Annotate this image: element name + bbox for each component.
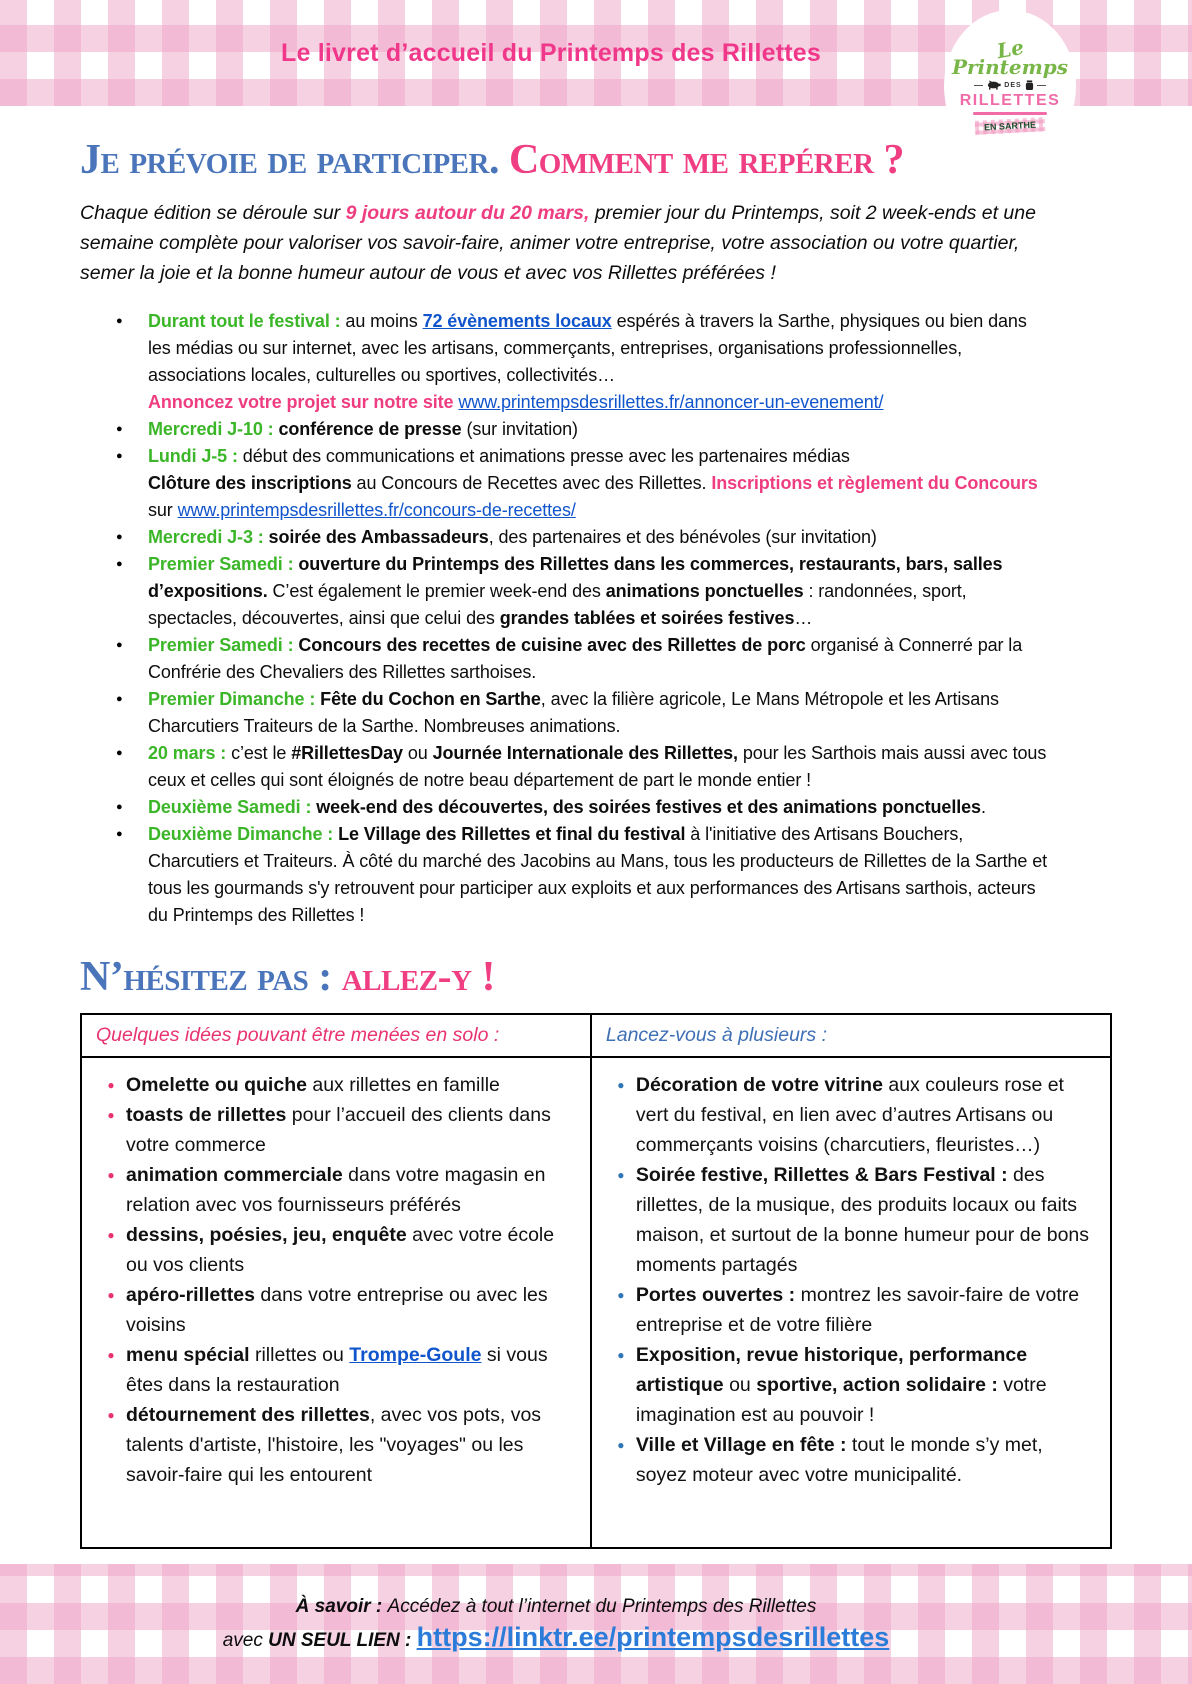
bullet-text (148, 821, 1050, 929)
pot-icon (1025, 80, 1034, 91)
text-segment: détournement des rillettes (126, 1404, 370, 1427)
bullet-item (116, 821, 1050, 929)
bullet-icon: ● (617, 1438, 625, 1453)
logo-text-rillettes: RILLETTES (959, 91, 1061, 109)
text-segment: aux couleurs rose et vert du festival, en lien avec d’autres Artisans ou commerçants voisins (charcutiers, fleuristes…) (635, 1074, 1064, 1157)
text-segment: Décoration de votre vitrine (635, 1074, 883, 1097)
text-segment: Concours des recettes de cuisine avec des Rillettes de porc (298, 635, 806, 656)
idea-item (606, 1070, 1096, 1160)
text-segment: espérés à travers la Sarthe, physiques ou bien dans les médias ou sur internet, avec les artisans, commerçants, entreprises, organisations professionnelles, associations locales, culturelles ou sportives, collectivités… (148, 311, 1027, 386)
text-segment: Chaque édition se déroule sur (80, 202, 346, 225)
bullet-text (148, 794, 1050, 821)
idea-text (636, 1430, 1096, 1490)
main-bullet-list (116, 308, 1050, 929)
bullet-icon: ● (107, 1288, 115, 1303)
idea-item (606, 1160, 1096, 1280)
text-segment: dans votre magasin en relation avec vos fournisseurs préférés (126, 1164, 546, 1217)
idea-text (126, 1160, 576, 1220)
text-segment: Soirée festive, Rillettes & Bars Festival : (635, 1164, 1008, 1187)
text-segment: au moins (345, 311, 423, 332)
link[interactable]: www.printempsdesrillettes.fr/concours-de-recettes/ (177, 500, 576, 521)
text-segment: apéro-rillettes (126, 1284, 255, 1307)
idea-list-group (606, 1070, 1096, 1490)
text-segment: dessins, poésies, jeu, enquête (126, 1224, 407, 1247)
idea-item (96, 1160, 576, 1220)
table-header-solo: Quelques idées pouvant être menées en solo : (82, 1015, 592, 1058)
bullet-icon: ● (107, 1408, 115, 1423)
text-segment: Ville et Village en fête : (635, 1434, 847, 1457)
text-segment: pour l’accueil des clients dans votre commerce (126, 1104, 551, 1157)
text-segment: avec votre école ou vos clients (126, 1224, 555, 1277)
text-segment: #RillettesDay (291, 743, 403, 764)
bullet-icon: ● (107, 1168, 115, 1183)
text-segment: dans votre entreprise ou avec les voisins (126, 1284, 548, 1337)
text-segment: au Concours de Recettes avec des Rillettes. (351, 473, 712, 494)
bullet-icon: ● (107, 1078, 115, 1093)
bullet-text (148, 416, 1050, 443)
text-segment: menu spécial (126, 1344, 250, 1367)
text-segment: c’est le (231, 743, 292, 764)
idea-item (606, 1430, 1096, 1490)
text-segment: Deuxième Dimanche : (148, 824, 339, 845)
bullet-icon: ● (116, 801, 123, 814)
bullet-icon: ● (116, 450, 123, 463)
footer-note (296, 1596, 897, 1618)
text-segment: Fête du Cochon en Sarthe (320, 689, 541, 710)
logo-des-row (974, 80, 1045, 91)
idea-item (606, 1280, 1096, 1340)
table-column-solo (82, 1058, 592, 1547)
page-title-blue: Je prévoie de participer. (80, 137, 499, 183)
idea-text (636, 1070, 1096, 1160)
text-segment: Premier Dimanche : (148, 689, 321, 710)
text-segment: 20 mars : (148, 743, 232, 764)
text-segment: Journée Internationale des Rillettes, (432, 743, 738, 764)
bullet-icon: ● (107, 1348, 115, 1363)
bullet-item (116, 416, 1050, 443)
footer-link-line (223, 1622, 970, 1653)
text-segment: , avec la filière agricole, Le Mans Métropole et les Artisans Charcutiers Traiteurs de la Sarthe. Nombreuses animations. (148, 689, 999, 737)
text-segment: Durant tout le festival : (148, 311, 346, 332)
header-title: Le livret d’accueil du Printemps des Rillettes (281, 38, 821, 67)
idea-list-solo (96, 1070, 576, 1490)
table-header-group: Lancez-vous à plusieurs : (592, 1015, 1110, 1058)
bullet-item (116, 443, 1050, 524)
bullet-text (148, 632, 1050, 686)
festival-logo (944, 10, 1076, 162)
text-segment: animations ponctuelles (605, 581, 804, 602)
bullet-icon: ● (116, 747, 123, 760)
bullet-item (116, 686, 1050, 740)
idea-item (96, 1100, 576, 1160)
text-segment: Accédez à tout l’internet du Printemps des Rillettes (387, 1595, 817, 1617)
idea-text (636, 1280, 1096, 1340)
idea-text (126, 1220, 576, 1280)
text-segment: avec (222, 1629, 269, 1651)
text-segment: si vous êtes dans la restauration (126, 1344, 548, 1397)
bullet-item (116, 740, 1050, 794)
idea-text (126, 1340, 576, 1400)
text-segment: Lundi J-5 : (148, 446, 243, 467)
logo-text-le: Le (994, 34, 1026, 63)
bullet-text (148, 686, 1050, 740)
text-segment: à l'initiative des Artisans Bouchers, Charcutiers et Traiteurs. À côté du marché des Jacobins au Mans, tous les producteurs de Rillettes de la Sarthe et tous les gourmands s'y retrouvent pour participer aux exploits et aux performances des Artisans sarthois, acteurs du Printemps des Rillettes ! (148, 824, 1048, 926)
footer-band (0, 1564, 1192, 1684)
text-segment: pour les Sarthois mais aussi avec tous ceux et celles qui sont éloignés de notre beau département de part le monde entier ! (148, 743, 1047, 791)
text-segment: ou (723, 1374, 757, 1397)
bullet-icon: ● (116, 531, 123, 544)
idea-text (126, 1100, 576, 1160)
text-segment: sportive, action solidaire : (756, 1374, 998, 1397)
text-segment: . (980, 797, 986, 818)
text-segment: Inscriptions et règlement du Concours (711, 473, 1038, 494)
section-title-pink: allez-y ! (341, 954, 496, 1001)
bullet-icon: ● (116, 639, 123, 652)
bullet-text (148, 551, 1050, 632)
page-title (80, 138, 1112, 182)
page-title-pink: Comment me repérer ? (508, 137, 905, 183)
text-segment: grandes tablées et soirées festives (499, 608, 795, 629)
intro-paragraph (80, 198, 1048, 288)
text-segment: , des partenaires et des bénévoles (sur invitation) (488, 527, 877, 548)
bullet-item (116, 794, 1050, 821)
bullet-icon: ● (116, 693, 123, 706)
bullet-icon: ● (116, 828, 123, 841)
bullet-icon: ● (116, 315, 123, 328)
idea-item (606, 1340, 1096, 1430)
text-segment: , avec vos pots, vos talents d'artiste, l'histoire, les "voyages" ou les savoir-faire qui les entourent (126, 1404, 542, 1487)
text-segment: soirée des Ambassadeurs (268, 527, 489, 548)
text-segment: Le Village des Rillettes et final du festival (338, 824, 686, 845)
text-segment: 9 jours autour du 20 mars, (345, 202, 590, 225)
idea-text (126, 1280, 576, 1340)
text-segment: Premier Samedi : (148, 554, 299, 575)
link[interactable]: www.printempsdesrillettes.fr/annoncer-un-evenement/ (458, 392, 884, 413)
section-title-blue: N’hésitez pas : (80, 954, 332, 1001)
text-segment: Deuxième Samedi : (148, 797, 317, 818)
text-segment: UN SEUL LIEN : (268, 1629, 417, 1651)
bullet-icon: ● (617, 1348, 625, 1363)
idea-text (636, 1340, 1096, 1430)
logo-underline (973, 112, 1047, 115)
table-column-group (592, 1058, 1110, 1547)
bullet-item (116, 632, 1050, 686)
text-segment: premier jour du Printemps, soit 2 week-ends et une semaine complète pour valoriser vos savoir-faire, animer votre entreprise, votre association ou votre quartier, semer la joie et la bonne humeur autour de vous et avec vos Rillettes préférées ! (80, 202, 1036, 285)
idea-item (96, 1220, 576, 1280)
text-segment: week-end des découvertes, des soirées festives et des animations ponctuelles (316, 797, 981, 818)
text-segment: … (794, 608, 813, 629)
idea-text (126, 1400, 576, 1490)
text-segment: rillettes ou (249, 1344, 350, 1367)
idea-text (126, 1070, 576, 1100)
text-segment: organisé à Connerré par la Confrérie des Chevaliers des Rillettes sarthoises. (148, 635, 1023, 683)
text-segment: Mercredi J-3 : (148, 527, 269, 548)
text-segment: montrez les savoir-faire de votre entreprise et de votre filière (635, 1284, 1080, 1337)
text-segment: : randonnées, sport, spectacles, découvertes, ainsi que celui des (148, 581, 967, 629)
bullet-icon: ● (107, 1228, 115, 1243)
bullet-text (148, 308, 1050, 416)
text-segment: Omelette ou quiche (126, 1074, 307, 1097)
text-segment: Exposition, revue historique, performance artistique (635, 1344, 1028, 1397)
ideas-table (80, 1013, 1112, 1549)
bullet-item (116, 551, 1050, 632)
logo-text-des: DES (1004, 81, 1022, 89)
text-segment: À savoir : (295, 1595, 388, 1617)
main-content (0, 138, 1192, 1549)
text-segment: Mercredi J-10 : (148, 419, 279, 440)
text-segment: votre imagination est au pouvoir ! (635, 1374, 1047, 1427)
pig-icon (986, 80, 1001, 90)
text-segment: sur (148, 500, 178, 521)
bullet-icon: ● (116, 558, 123, 571)
text-segment: C’est également le premier week-end des (267, 581, 606, 602)
section-title (80, 955, 1112, 999)
bullet-text (148, 443, 1050, 524)
bullet-item (116, 308, 1050, 416)
text-segment: Annoncez votre projet sur notre site (148, 392, 459, 413)
text-segment: animation commerciale (126, 1164, 343, 1187)
text-segment: des rillettes, de la musique, des produits locaux ou faits maison, et surtout de la bonne humeur pour de bons moments partagés (635, 1164, 1090, 1277)
bullet-icon: ● (116, 423, 123, 436)
idea-item (96, 1280, 576, 1340)
bullet-icon: ● (107, 1108, 115, 1123)
logo-text-printemps: Printemps (951, 54, 1069, 79)
logo-banner: EN SARTHE (975, 117, 1046, 135)
text-segment: tout le monde s’y met, soyez moteur avec votre municipalité. (635, 1434, 1043, 1487)
idea-item (96, 1400, 576, 1490)
bullet-text (148, 740, 1050, 794)
bullet-text (148, 524, 1050, 551)
text-segment: ou (402, 743, 433, 764)
bullet-icon: ● (617, 1078, 625, 1093)
bullet-icon: ● (617, 1288, 625, 1303)
text-segment: Premier Samedi : (148, 635, 299, 656)
text-segment: toasts de rillettes (126, 1104, 287, 1127)
text-segment: début des communications et animations presse avec les partenaires médias (242, 446, 850, 467)
text-segment: aux rillettes en famille (306, 1074, 500, 1097)
idea-text (636, 1160, 1096, 1280)
text-segment: Portes ouvertes : (635, 1284, 796, 1307)
idea-item (96, 1340, 576, 1400)
bullet-icon: ● (617, 1168, 625, 1183)
link[interactable]: https://linktr.ee/printempsdesrillettes (416, 1621, 890, 1652)
text-segment: Clôture des inscriptions (148, 473, 352, 494)
text-segment: conférence de presse (278, 419, 467, 440)
idea-item (96, 1070, 576, 1100)
text-segment: (sur invitation) (466, 419, 578, 440)
link[interactable]: 72 évènements locaux (422, 311, 612, 332)
bullet-item (116, 524, 1050, 551)
text-segment: ouverture du Printemps des Rillettes dans les commerces, restaurants, bars, salles d’expositions. (148, 554, 1003, 602)
link[interactable]: Trompe-Goule (349, 1344, 482, 1367)
